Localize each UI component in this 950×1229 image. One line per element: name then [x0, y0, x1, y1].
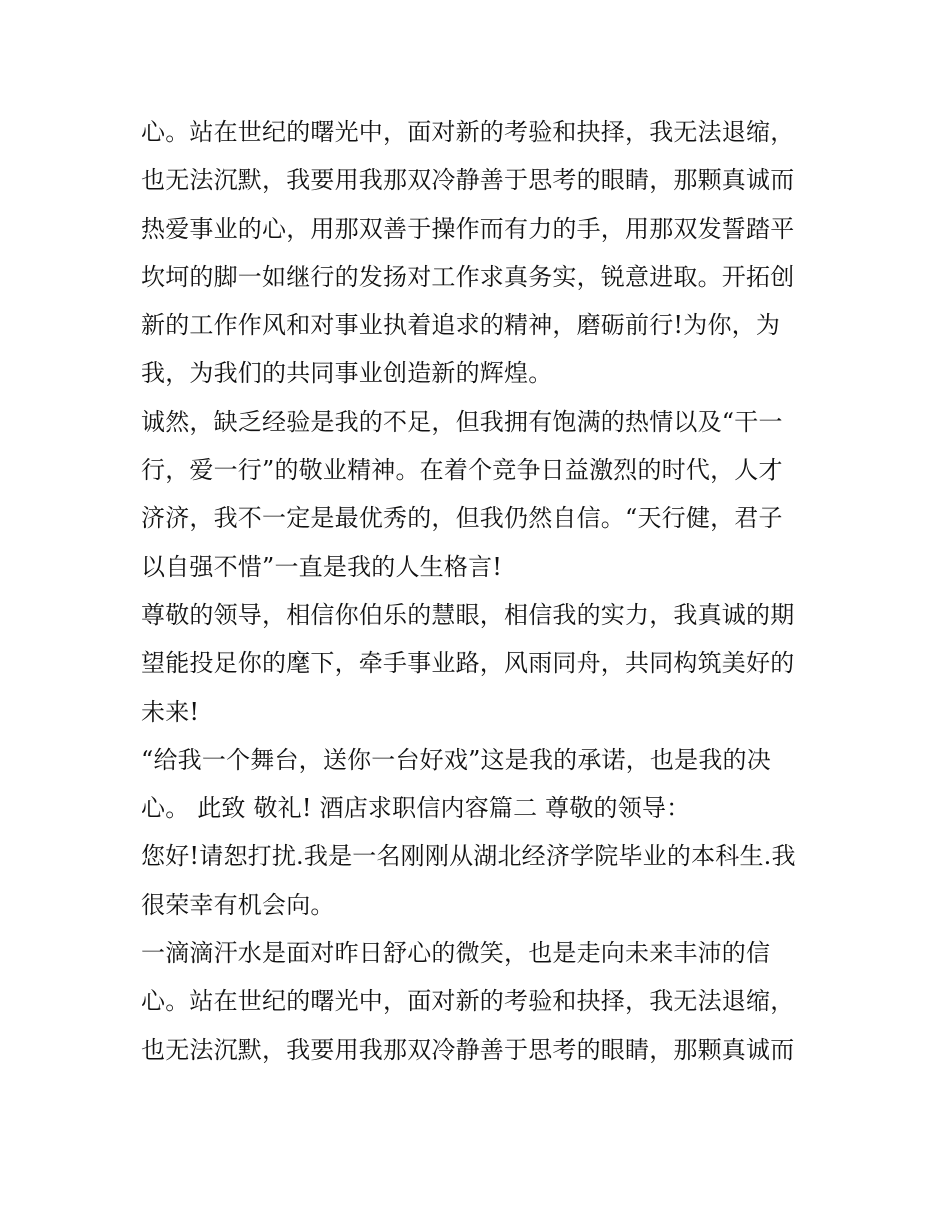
text-line: 济济，我不一定是最优秀的，但我仍然自信。“天行健，君子	[141, 504, 783, 533]
text-line: 心。 此致 敬礼! 酒店求职信内容篇二 尊敬的领导：	[141, 794, 691, 823]
text-line: 一滴滴汗水是面对昨日舒心的微笑，也是走向未来丰沛的信	[141, 939, 771, 968]
text-line: 以自强不惜”一直是我的人生格言!	[141, 552, 503, 581]
text-line: 未来!	[141, 697, 200, 726]
text-line: 尊敬的领导，相信你伯乐的慧眼，相信我的实力，我真诚的期	[141, 600, 795, 629]
text-line: 心。站在世纪的曙光中，面对新的考验和抉择，我无法退缩，	[141, 118, 795, 146]
text-line: 望能投足你的麾下，牵手事业路，风雨同舟，共同构筑美好的	[141, 649, 795, 678]
paragraph-4	[141, 736, 821, 833]
document-body	[141, 108, 821, 1074]
text-line: 很荣幸有机会向。	[141, 890, 335, 919]
text-line: 行，爱一行”的敬业精神。在着个竞争日益激烈的时代，人才	[141, 456, 783, 485]
text-line: 心。站在世纪的曙光中，面对新的考验和抉择，我无法退缩，	[141, 987, 795, 1016]
text-line: 坎坷的脚一如继行的发扬对工作求真务实，锐意进取。开拓创	[141, 262, 795, 291]
text-line: 也无法沉默，我要用我那双冷静善于思考的眼睛，那颗真诚而	[141, 166, 795, 195]
text-line: 诚然，缺乏经验是我的不足，但我拥有饱满的热情以及“干一	[141, 407, 783, 436]
text-line: 我，为我们的共同事业创造新的辉煌。	[141, 359, 553, 388]
paragraph-2	[141, 398, 821, 591]
text-line: 新的工作作风和对事业执着追求的精神，磨砺前行!为你，为	[141, 311, 781, 340]
paragraph-3	[141, 591, 821, 736]
text-line: 您好!请恕打扰.我是一名刚刚从湖北经济学院毕业的本科生.我	[141, 842, 796, 871]
paragraph-6	[141, 929, 821, 1074]
text-line: “给我一个舞台，送你一台好戏”这是我的承诺，也是我的决	[141, 745, 771, 774]
text-line: 热爱事业的心，用那双善于操作而有力的手，用那双发誓踏平	[141, 214, 795, 243]
paragraph-5	[141, 832, 821, 929]
paragraph-1	[141, 108, 821, 398]
text-line: 也无法沉默，我要用我那双冷静善于思考的眼睛，那颗真诚而	[141, 1035, 795, 1064]
